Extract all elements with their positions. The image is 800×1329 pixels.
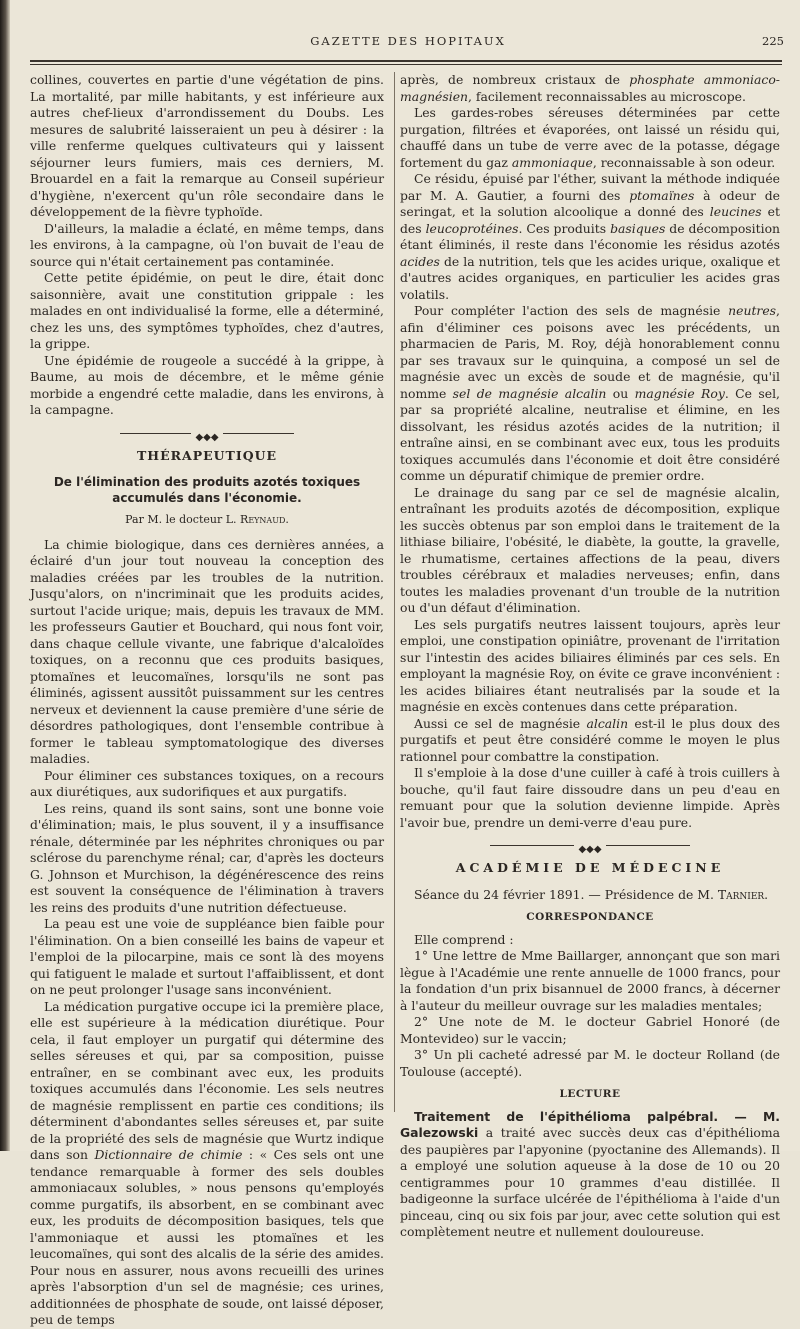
paragraph xyxy=(400,171,780,303)
article-title: De l'élimination des produits azotés toxiques accumulés dans l'économie. xyxy=(53,475,361,505)
paragraph: Les reins, quand ils sont sains, sont une bonne voie d'élimination; mais, le plus souvent, il y a insuffisance rénale, déterminée par les néphrites chroniques ou par sclérose du parenchyme rénal; car, d'après les docteurs G. Johnson et Murchison, la dégénérescence des reins est souvent la conséquence de l'élimination à travers les reins des produits d'une nutrition défectueuse. xyxy=(30,800,384,915)
text-run: . Ce sel, par sa propriété alcaline, neutralise et élimine, en les dissolvant, les résidus azotés acides de la nutrition; il entraîne ainsi, en se combinant avec eux, tous les produits toxiques accumulés dans l'économie et doit être considéré comme un dépuratif chimique de premier ordre. xyxy=(400,385,780,483)
paragraph xyxy=(30,999,384,1329)
paragraph: Pour éliminer ces substances toxiques, on a recours aux diurétiques, aux sudorifiques et aux purgatifs. xyxy=(30,767,384,799)
text-run: La médication purgative occupe ici la première place, elle est supérieure à la médication diurétique. Pour cela, il faut employer un purgatif qui détermine des selles séreuses et qui, par sa composition, puisse entraîner, en se combinant avec eux, les produits toxiques accumulés dans l'économie. Les sels neutres de magnésie remplissent en partie ces conditions; ils déterminent d'abondantes selles séreuses et, par suite de la propriété des sels de magnésie que Wurtz indique dans son xyxy=(30,998,384,1162)
paragraph xyxy=(400,72,780,105)
paragraph xyxy=(400,716,780,766)
paragraph: La chimie biologique, dans ces dernières années, a éclairé d'un jour tout nouveau la conception des maladies créées par les troubles de la nutrition. Jusqu'alors, on n'incriminait que les produits acides, surtout l'acide urique; mais, depuis les travaux de MM. les professeurs Gautier et Bouchard, qui nous font voir, dans chaque cellule vivante, une fabrique d'alcaloïdes toxiques, on a reconnu que ces produits basiques, ptomaïnes et leucomaïnes, lorsqu'ils ne sont pas éliminés, agissent aussitôt puissamment sur les centres nerveux et deviennent la cause première d'une série de désordres pathologiques, dont l'ensemble contribue à former le tableau symptomatologique des diverses maladies. xyxy=(30,536,384,766)
paragraph: Le drainage du sang par ce sel de magnésie alcalin, entraînant les produits azotés de décomposition, explique les succès obtenus par son emploi dans le traitement de la lithiase biliaire, l'obésité, le diabète, la goutte, la gravelle, le rhumatisme, certaines affections de la peau, divers troubles cérébraux et maladies nerveuses; enfin, dans toutes les maladies provenant d'un trouble de la nutrition ou d'un défaut d'élimination. xyxy=(400,484,780,615)
paragraph: collines, couvertes en partie d'une végétation de pins. La mortalité, par mille habitants, y est inférieure aux autres chef-lieux d'arrondissement du Doubs. Les mesures de salubrité laisseraient un peu à désirer : la ville renferme quelques cultivateurs qui y laissent séjourner leurs fumiers, mais ces derniers, M. Brouardel en a fait la remarque au Conseil supérieur d'hygiène, n'exercent qu'un rôle secondaire dans le développement de la fièvre typhoïde. xyxy=(30,72,384,219)
section-separator xyxy=(400,840,780,855)
session-line xyxy=(400,887,780,904)
text-run: est-il le plus doux des purgatifs et peut être considéré comme le moyen le plus rationnel pour combattre la constipation. xyxy=(400,715,780,764)
left-column xyxy=(30,72,384,1329)
header-rule-thin xyxy=(30,64,782,65)
paragraph: Cette petite épidémie, on peut le dire, était donc saisonnière, avait une constitution grippale : les malades en ont individualisé la forme, elle a déterminé, chez les uns, des symptômes typhoïdes, chez d'autres, la grippe. xyxy=(30,270,384,351)
paragraph: La peau est une voie de suppléance bien faible pour l'élimination. On a bien conseillé les bains de vapeur et l'emploi de la pilocarpine, mais ce sont là des moyens qui fatiguent le malade et surtout l'affaiblissent, et dont on ne peut prolonger l'usage sans inconvénient. xyxy=(30,916,384,997)
text-run: : « Ces sels ont une tendance remarquable à former des sels doubles ammoniacaux solubles, » nous pensons qu'employés comme purgatifs, ils absorbent, en se combinant avec eux, les produits de décomposition basiques, tels que l'ammoniaque et aussi les ptomaïnes et les leucomaïnes, qui sont des alcalis de la série des amides. Pour nous en assurer, nous avons recueilli des urines après l'absorption d'un sel de magnésie; ces urines, additionnées de phosphate de soude, ont laissé déposer, peu de temps xyxy=(30,1147,384,1327)
column-divider xyxy=(394,72,395,1112)
paragraph: Elle comprend : xyxy=(414,931,514,947)
text-run: et des xyxy=(400,204,780,236)
separator-ornament: ◆◆◆ xyxy=(191,432,222,443)
italic-run: leucoprotéines xyxy=(425,220,519,236)
subheading-correspondance: CORRESPONDANCE xyxy=(526,911,654,923)
italic-run: ammoniaque xyxy=(511,154,593,170)
italic-run: Dictionnaire de chimie xyxy=(94,1147,243,1162)
text-run: Aussi ce sel de magnésie xyxy=(414,715,587,731)
right-column xyxy=(400,72,780,1241)
paragraph: Il s'emploie à la dose d'une cuiller à café à trois cuillers à bouche, qu'il faut faire dissoudre dans un peu d'eau en remuant pour que la solution devienne limpide. Après l'avoir bue, prendre un demi-verre d'eau pure. xyxy=(400,765,780,830)
italic-run: phosphate ammoniaco-magnésien xyxy=(400,72,780,104)
text-run: après, de nombreux cristaux de xyxy=(400,72,630,87)
byline-author: Reynaud. xyxy=(240,513,289,526)
italic-run: acides xyxy=(400,253,440,269)
text-run: Les gardes-robes séreuses déterminées par cette purgation, filtrées et évaporées, ont laissé un résidu qui, chauffé dans un tube de verre avec de la potasse, dégage fortement du gaz xyxy=(400,105,780,170)
text-run: de la nutrition, tels que les acides urique, oxalique et d'autres acides organiques, en particulier les acides gras volatils. xyxy=(400,253,780,302)
italic-run: sel de magnésie alcalin xyxy=(452,385,607,401)
text-run: ou xyxy=(606,385,635,401)
text-run: , facilement reconnaissables au microscope. xyxy=(468,88,746,104)
paragraph: Les sels purgatifs neutres laissent toujours, après leur emploi, une constipation opiniâtre, provenant de l'irritation sur l'intestin des acides biliaires éliminés par ces sels. En employant la magnésie Roy, on évite ce grave inconvénient : les acides biliaires étant neutralisés par la soude et la magnésie en excès contenues dans cette préparation. xyxy=(400,616,780,714)
header-rule xyxy=(30,60,782,62)
text-run: , reconnaissable à son odeur. xyxy=(592,154,776,170)
text-run: de décomposition étant éliminés, il reste dans l'économie les résidus azotés xyxy=(400,220,781,252)
section-separator xyxy=(30,428,384,443)
italic-run: alcalin xyxy=(586,715,629,731)
text-run: a traité avec succès deux cas d'épithélioma des paupières par l'apyonine (pyoctanine des Allemands). Il a employé une solution aqueuse à la dose de 10 ou 20 centigrammes pour 10 grammes d'eau distillée. Il badigeonne la surface ulcérée de l'épithélioma à l'aide d'un pinceau, cinq ou six fois par jour, avec cette solution qui est complètement neutre et nullement douloureuse. xyxy=(400,1125,780,1239)
section-title-therapeutique: THÉRAPEUTIQUE xyxy=(136,447,278,463)
text-run: à odeur de seringat, et la solution alcoolique a donné des xyxy=(400,187,780,219)
italic-run: leucines xyxy=(709,204,762,219)
list-item: 1° Une lettre de Mme Baillarger, annonçant que son mari lègue à l'Académie une rente annuelle de 1000 francs, pour la fondation d'un prix bisannuel de 2000 francs, à décerner à l'auteur du meilleur ouvrage sur les maladies mentales; xyxy=(400,948,780,1013)
subheading-lecture: LECTURE xyxy=(559,1088,621,1100)
byline-prefix: Par M. le docteur L. xyxy=(125,513,241,526)
paragraph: Une épidémie de rougeole a succédé à la grippe, à Baume, au mois de décembre, et le même génie morbide a engendré cette maladie, dans les environs, à la campagne. xyxy=(30,352,384,417)
text-run: , afin d'éliminer ces poisons avec les précédents, un pharmacien de Paris, M. Roy, déjà honorablement connu par ses travaux sur le quinquina, a composé un sel de magnésie avec un excès de soude et de magnésie, qu'il nomme xyxy=(400,303,780,401)
section-title-academie: ACADÉMIE DE MÉDECINE xyxy=(455,860,725,875)
article-byline xyxy=(30,512,384,529)
paragraph: D'ailleurs, la maladie a éclaté, en même temps, dans les environs, à la campagne, où l'on buvait de l'eau de source qui n'était certainement pas contaminée. xyxy=(30,220,384,269)
text-run: Séance du 24 février 1891. — Présidence de M. xyxy=(414,886,718,902)
separator-ornament: ◆◆◆ xyxy=(574,844,605,855)
text-run: Ce résidu, épuisé par l'éther, suivant la méthode indiquée par M. A. Gautier, a fourni des xyxy=(400,171,780,203)
list-item: 3° Un pli cacheté adressé par M. le docteur Rolland (de Toulouse (accepté). xyxy=(400,1047,780,1079)
paragraph xyxy=(400,1109,780,1241)
lecture-title: Traitement de l'épithélioma palpébral. — M. Galezowski xyxy=(400,1108,780,1140)
running-header xyxy=(28,34,788,54)
page-number: 225 xyxy=(762,34,784,48)
paragraph xyxy=(400,105,780,171)
italic-run: neutres xyxy=(728,303,777,318)
paragraph xyxy=(400,303,780,485)
list-item: 2° Une note de M. le docteur Gabriel Honoré (de Montevideo) sur le vaccin; xyxy=(400,1014,780,1046)
text-run: . Ces produits xyxy=(518,220,611,236)
italic-run: ptomaïnes xyxy=(629,187,695,203)
italic-run: magnésie Roy xyxy=(634,385,725,401)
page-binding-edge xyxy=(0,0,10,1151)
journal-title: GAZETTE DES HOPITAUX xyxy=(310,34,506,48)
italic-run: basiques xyxy=(610,220,666,236)
president-name: Tarnier. xyxy=(717,886,769,902)
text-run: Pour compléter l'action des sels de magnésie xyxy=(414,303,729,318)
